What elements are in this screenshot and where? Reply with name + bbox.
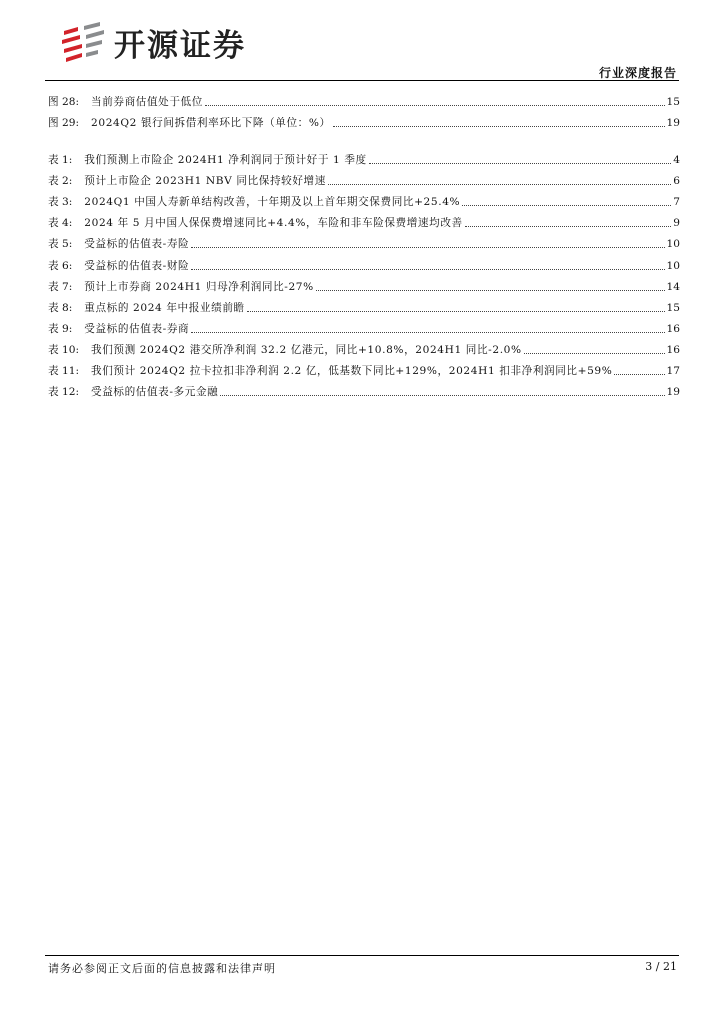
toc-entry-page: 4 <box>673 154 680 167</box>
toc-leader-dots <box>369 163 672 164</box>
toc-entry[interactable] <box>48 88 680 109</box>
toc-entry-page: 19 <box>666 117 680 130</box>
toc-leader-dots <box>333 126 665 127</box>
toc-entry[interactable] <box>48 378 680 399</box>
toc-entry[interactable] <box>48 209 680 230</box>
toc-entry[interactable] <box>48 146 680 167</box>
figure-list <box>48 88 680 130</box>
toc-entry[interactable] <box>48 109 680 130</box>
toc-leader-dots <box>205 105 665 106</box>
toc-entry-page: 10 <box>666 238 680 251</box>
toc-entry-page: 19 <box>666 386 680 399</box>
toc-leader-dots <box>220 395 664 396</box>
toc-entry-title: 受益标的估值表-多元金融 <box>91 386 219 399</box>
table-list <box>48 146 680 399</box>
toc-entry[interactable] <box>48 294 680 315</box>
toc-entry-page: 16 <box>666 343 680 356</box>
toc-leader-dots <box>465 226 672 227</box>
toc-entry-title: 预计上市券商 2024H1 归母净利润同比-27% <box>84 280 314 293</box>
toc-entry-title: 2024Q2 银行间拆借利率环比下降（单位：%） <box>91 117 331 130</box>
logo-mark-icon <box>58 22 106 62</box>
toc-entry-label: 图 28: <box>48 96 80 109</box>
toc-entry-label: 表 2: <box>48 175 73 188</box>
toc-entry-title: 2024Q1 中国人寿新单结构改善，十年期及以上首年期交保费同比+25.4% <box>84 196 461 209</box>
company-logo <box>58 22 246 62</box>
toc-leader-dots <box>462 205 671 206</box>
report-type: 行业深度报告 <box>598 66 677 80</box>
toc-entry-label: 表 3: <box>48 196 73 209</box>
toc-entry[interactable] <box>48 230 680 251</box>
toc-entry-page: 14 <box>666 280 680 293</box>
toc-entry-title: 当前券商估值处于低位 <box>91 96 203 109</box>
footer-divider <box>45 955 679 956</box>
toc-entry[interactable] <box>48 188 680 209</box>
toc-leader-dots <box>614 374 664 375</box>
toc-entry-page: 15 <box>666 301 680 314</box>
toc-entry-title: 预计上市险企 2023H1 NBV 同比保持较好增速 <box>84 175 326 188</box>
toc-entry-label: 表 4: <box>48 217 73 230</box>
toc-entry[interactable] <box>48 315 680 336</box>
toc-entry-label: 表 9: <box>48 322 73 335</box>
toc-entry-title: 受益标的估值表-寿险 <box>84 238 190 251</box>
toc-entry-page: 10 <box>666 259 680 272</box>
toc-entry[interactable] <box>48 167 680 188</box>
toc-entry[interactable] <box>48 251 680 272</box>
toc-entry-label: 表 10: <box>48 343 80 356</box>
toc-entry-page: 17 <box>666 365 680 378</box>
toc-entry-page: 15 <box>666 96 680 109</box>
toc-entry[interactable] <box>48 273 680 294</box>
toc-entry-label: 表 5: <box>48 238 73 251</box>
toc-entry-title: 重点标的 2024 年中报业绩前瞻 <box>84 301 245 314</box>
toc-entry-page: 9 <box>673 217 680 230</box>
header-divider <box>45 80 679 81</box>
toc-entry-title: 我们预测上市险企 2024H1 净利润同于预计好于 1 季度 <box>84 154 367 167</box>
toc-entry-label: 表 7: <box>48 280 73 293</box>
toc-entry-label: 表 8: <box>48 301 73 314</box>
toc-leader-dots <box>191 269 664 270</box>
toc-entry-title: 受益标的估值表-券商 <box>84 322 190 335</box>
toc-entry-label: 表 12: <box>48 386 80 399</box>
toc-entry-label: 表 1: <box>48 154 73 167</box>
toc-leader-dots <box>316 290 665 291</box>
toc-leader-dots <box>524 353 665 354</box>
toc-leader-dots <box>328 184 671 185</box>
toc-leader-dots <box>191 247 664 248</box>
toc-leader-dots <box>191 332 664 333</box>
toc-entry-title: 我们预测 2024Q2 港交所净利润 32.2 亿港元，同比+10.8%，2024H1 同比-2.0% <box>91 343 522 356</box>
toc-entry[interactable] <box>48 357 680 378</box>
toc-entry-label: 表 6: <box>48 259 73 272</box>
toc-entry[interactable] <box>48 336 680 357</box>
page-number: 3 / 21 <box>645 960 677 973</box>
toc-entry-title: 2024 年 5 月中国人保保费增速同比+4.4%，车险和非车险保费增速均改善 <box>84 217 463 230</box>
toc-entry-title: 受益标的估值表-财险 <box>84 259 190 272</box>
brand-name: 开源证券 <box>114 27 246 64</box>
toc-leader-dots <box>247 311 665 312</box>
footer-disclaimer: 请务必参阅正文后面的信息披露和法律声明 <box>48 962 276 975</box>
toc-entry-page: 7 <box>673 196 680 209</box>
toc-entry-label: 图 29: <box>48 117 80 130</box>
toc-entry-title: 我们预计 2024Q2 拉卡拉扣非净利润 2.2 亿，低基数下同比+129%，2024H1 扣非净利润同比+59% <box>91 365 613 378</box>
toc-entry-page: 6 <box>673 175 680 188</box>
toc-entry-label: 表 11: <box>48 365 80 378</box>
toc-entry-page: 16 <box>666 322 680 335</box>
